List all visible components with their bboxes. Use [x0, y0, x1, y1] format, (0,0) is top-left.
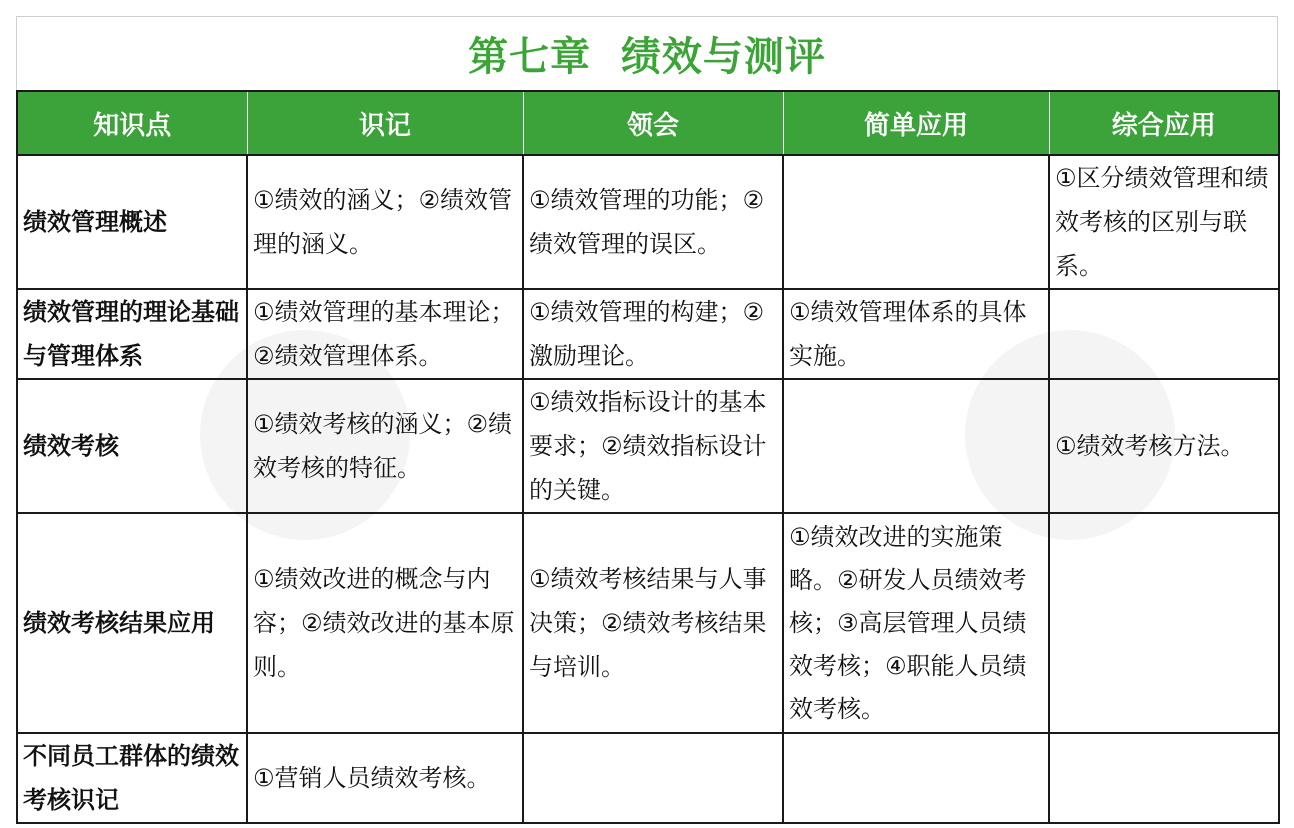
header-cell: 知识点	[17, 91, 247, 155]
simple-application-cell	[783, 155, 1049, 289]
header-cell: 识记	[247, 91, 523, 155]
simple-application-cell: ①绩效改进的实施策略。②研发人员绩效考核；③高层管理人员绩效考核；④职能人员绩效考核。	[783, 513, 1049, 733]
topic-cell: 绩效考核结果应用	[17, 513, 247, 733]
comprehension-cell: ①绩效考核结果与人事决策；②绩效考核结果与培训。	[523, 513, 783, 733]
comprehensive-application-cell: ①区分绩效管理和绩效考核的区别与联系。	[1049, 155, 1279, 289]
table-row	[17, 155, 1279, 289]
comprehension-cell: ①绩效管理的功能；②绩效管理的误区。	[523, 155, 783, 289]
topic-cell: 不同员工群体的绩效考核识记	[17, 733, 247, 823]
comprehensive-application-cell	[1049, 513, 1279, 733]
comprehension-cell	[523, 733, 783, 823]
knowledge-table	[16, 90, 1280, 824]
comprehension-cell: ①绩效管理的构建；②激励理论。	[523, 289, 783, 379]
title-banner	[16, 16, 1278, 90]
table-row	[17, 733, 1279, 823]
recall-cell: ①绩效管理的基本理论；②绩效管理体系。	[247, 289, 523, 379]
table-row	[17, 379, 1279, 513]
header-cell: 领会	[523, 91, 783, 155]
header-cell: 综合应用	[1049, 91, 1279, 155]
recall-cell: ①绩效的涵义；②绩效管理的涵义。	[247, 155, 523, 289]
topic-cell: 绩效管理概述	[17, 155, 247, 289]
syllabus-sheet	[16, 16, 1278, 812]
comprehension-cell: ①绩效指标设计的基本要求；②绩效指标设计的关键。	[523, 379, 783, 513]
table-row	[17, 289, 1279, 379]
simple-application-cell	[783, 379, 1049, 513]
comprehensive-application-cell	[1049, 733, 1279, 823]
topic-cell: 绩效考核	[17, 379, 247, 513]
table-row	[17, 513, 1279, 733]
recall-cell: ①绩效考核的涵义；②绩效考核的特征。	[247, 379, 523, 513]
recall-cell: ①绩效改进的概念与内容；②绩效改进的基本原则。	[247, 513, 523, 733]
page-title: 第七章 绩效与测评	[468, 34, 826, 80]
topic-cell: 绩效管理的理论基础与管理体系	[17, 289, 247, 379]
simple-application-cell: ①绩效管理体系的具体实施。	[783, 289, 1049, 379]
header-cell: 简单应用	[783, 91, 1049, 155]
comprehensive-application-cell	[1049, 289, 1279, 379]
recall-cell: ①营销人员绩效考核。	[247, 733, 523, 823]
comprehensive-application-cell: ①绩效考核方法。	[1049, 379, 1279, 513]
header-row	[17, 91, 1279, 155]
simple-application-cell	[783, 733, 1049, 823]
